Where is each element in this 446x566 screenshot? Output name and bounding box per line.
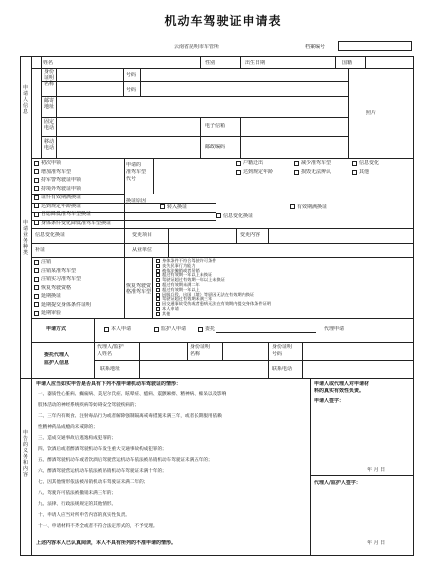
business-reason_a-label: 户籍迁出 xyxy=(243,160,264,166)
mobile-label: 移动电话 xyxy=(44,139,55,151)
business-reason_b-checkbox[interactable] xyxy=(294,161,299,166)
cancel-option-label: 本人申请 xyxy=(162,306,179,311)
archive-number-field[interactable] xyxy=(338,41,412,51)
business-extra_info-checkbox[interactable] xyxy=(216,213,221,218)
business-reissue_exp-checkbox[interactable] xyxy=(34,195,39,200)
cancel-option-checkbox[interactable] xyxy=(156,259,160,263)
agent-name-label-b: 人姓名 xyxy=(97,351,113,357)
business-holding_other-checkbox[interactable] xyxy=(34,178,39,183)
business-vehicle_reduce-label: 自愿降低准驾车型换证 xyxy=(41,211,92,217)
declaration-item: 九、法律、行政法规规定的其他情形。 xyxy=(38,502,117,507)
business-reason_a-checkbox[interactable] xyxy=(236,161,241,166)
name-label: 姓名 xyxy=(43,60,54,66)
id-type-label: 身份证明名称 xyxy=(44,69,55,87)
reissue-label: 补证 xyxy=(35,247,46,253)
business-reason_d-label: 达到规定年龄 xyxy=(243,169,274,175)
temp-number-label: 号码 xyxy=(126,87,137,93)
business-holding_other-label: 持军警驾驶证申领 xyxy=(41,177,82,183)
cancel-item-label: 延期换证 xyxy=(41,293,62,299)
business-reissue_exp-label: 证件有效期满换证 xyxy=(41,194,82,200)
declaration-item: 十、申请人应当对所申告内容的真实性负责。 xyxy=(38,513,130,518)
agent-contact-label: 联系地址 xyxy=(100,366,121,372)
cancel-item-checkbox[interactable] xyxy=(34,311,39,316)
declaration-item: 四、饮酒后或者醉酒驾驶机动车发生重大交通事故构成犯罪的； xyxy=(38,447,167,452)
apply-guardian-checkbox[interactable] xyxy=(154,327,159,332)
business-restore-label: 身体条件变化降低准驾车型换证 xyxy=(41,219,112,226)
landline-label: 固定电话 xyxy=(44,119,55,131)
cancel-item-checkbox[interactable] xyxy=(34,302,39,307)
business-reason_b-label: 减少准驾车型 xyxy=(301,160,332,166)
agent-sign-label: 代理人/监护人签字： xyxy=(314,480,361,486)
apply-agent-suffix: 代理申请 xyxy=(324,326,345,332)
cancel-item-checkbox[interactable] xyxy=(34,268,39,273)
declaration-item: 八、驾驶许可依法被撤销未满三年的； xyxy=(38,491,117,496)
applicant-date: 年 月 日 xyxy=(367,467,386,473)
cancel-option-checkbox[interactable] xyxy=(156,297,160,301)
declaration-item: 六、醉酒驾驶营运机动车依法被吊销机动车驾驶证未满十年的； xyxy=(38,469,167,474)
personal-section-label: 申请人信息 xyxy=(22,85,28,115)
business-reason_d-checkbox[interactable] xyxy=(236,170,241,175)
applicant-sign-label: 申请人签字： xyxy=(314,398,345,404)
postal-label: 邮寄地址 xyxy=(44,98,55,110)
business-reason_c-checkbox[interactable] xyxy=(352,161,357,166)
cancel-option-label: 因交通事故受伤或者患病无法在有效期内提交身体条件证明 xyxy=(162,301,271,307)
agent-phone-label: 联系电话 xyxy=(272,366,293,372)
page-title: 机动车驾驶证申请表 xyxy=(164,14,282,28)
agent-info-label-a: 委托代理人 xyxy=(44,352,70,358)
cancel-item-checkbox[interactable] xyxy=(34,285,39,290)
apply-agent-checkbox[interactable] xyxy=(198,327,203,332)
declaration-item: 十一、申请材料不齐全或者不符合法定形式的，不予受理。 xyxy=(38,524,158,529)
email-label: 电子信箱 xyxy=(205,123,226,129)
apply-agent-label: 委托 xyxy=(205,326,216,332)
business-holding_foreign-label: 持境外驾驶证申领 xyxy=(41,185,82,192)
cancel-option-label: 驾驶证超过有效期未满三年 xyxy=(162,296,213,302)
business-address_change-label: 达到规定年龄换证 xyxy=(41,202,82,209)
unit-label: 从业单位 xyxy=(132,247,153,253)
business-holding_foreign-checkbox[interactable] xyxy=(34,186,39,191)
cancel-option-label: 丧失民事行为能力 xyxy=(162,262,196,268)
cancel-item-label: 注销 xyxy=(41,259,52,265)
cancel-option-checkbox[interactable] xyxy=(156,269,160,273)
apply-model-label-a: 申请的 xyxy=(126,162,142,168)
agent-id-label-b: 名称 xyxy=(190,351,201,357)
business-reason_e-label: 损毁无法辨认 xyxy=(301,169,332,175)
apply-self-checkbox[interactable] xyxy=(104,327,109,332)
apply-guardian-label: 监护人申请 xyxy=(161,326,187,332)
cancel-item-checkbox[interactable] xyxy=(34,260,39,265)
business-extra_info-label: 信息变化换证 xyxy=(223,213,254,219)
cancel-item-checkbox[interactable] xyxy=(34,294,39,299)
cancel-option-checkbox[interactable] xyxy=(156,288,160,292)
id-number-label: 号码 xyxy=(126,72,137,78)
business-reason_e-checkbox[interactable] xyxy=(294,170,299,175)
business-reason_f-label: 其他 xyxy=(359,169,370,175)
agent-name-label-a: 代理人/监护 xyxy=(97,344,124,350)
cancel-option-label: 驾驶证超过有效期一年以上未换证 xyxy=(162,277,225,283)
agent-id-label-a: 身份证明 xyxy=(190,344,211,350)
cancel-item-label: 恢复驾驶资格 xyxy=(41,284,72,291)
dob-label: 出生日期 xyxy=(245,60,266,66)
declaration-item: 三、造成交通事故后逃逸构成犯罪的； xyxy=(38,436,117,441)
cancel-option-label: 因服兵役、出国（境）等原因无法在有效期内换证 xyxy=(162,291,255,297)
office-label: 云南省昆明市车管所 xyxy=(174,44,220,50)
cancel-option-checkbox[interactable] xyxy=(156,283,160,287)
business-increase-label: 增加准驾车型 xyxy=(41,168,72,175)
cancel-option-label: 其他 xyxy=(162,310,171,316)
declaration-section-label: 申告的义务和内容 xyxy=(22,430,28,478)
agent-info-label-b: 监护人信息 xyxy=(44,360,70,366)
cancel-item-label: 注销某准驾车型 xyxy=(41,267,77,274)
archive-number-label: 档案编号 xyxy=(305,44,326,50)
cancel-item-label: 延期审验 xyxy=(41,310,62,316)
change-content-label: 变更内容 xyxy=(240,232,261,238)
declaration-item: 性精神药品成瘾尚未戒除的； xyxy=(38,425,98,430)
declaration-item: 一、器质性心脏病、癫痫病、美尼尔氏症、眩晕症、癔病、震颤麻痹、精神病、痴呆以及影响 xyxy=(38,392,227,397)
cancel-option-checkbox[interactable] xyxy=(156,273,160,277)
cancel-option-label: 超过有效期未满二年 xyxy=(162,282,200,287)
apply-self-label: 本人申请 xyxy=(111,326,132,332)
cancel-option-checkbox[interactable] xyxy=(156,312,160,316)
declaration-footer: 上述内容本人已认真阅读，本人不具有所列的不准申请的情形。 xyxy=(36,540,177,546)
photo-label: 照片 xyxy=(366,110,377,116)
info-change-label: 信息变化换证 xyxy=(35,232,66,238)
agent-number-label: 号码 xyxy=(272,351,283,357)
declaration-item: 七、因其他情形依法被吊销机动车驾驶证未满二年的； xyxy=(38,480,149,485)
declaration-item: 二、三年内有吸食、注射毒品行为或者解除强制隔离戒毒措施未满三年，或者长期服用依赖 xyxy=(38,414,222,419)
business-extra_change-label: 转入换证 xyxy=(167,204,188,210)
postcode-label: 邮政编码 xyxy=(205,144,226,150)
nationality-label: 国籍 xyxy=(342,60,353,66)
cancel-item-checkbox[interactable] xyxy=(34,277,39,282)
cancel-item-label: 延期提交身体条件证明 xyxy=(41,301,92,308)
cancel-item-label: 注销实习准驾车型 xyxy=(41,276,82,282)
cancel-option-label: 超过有效期一年以上 xyxy=(162,286,200,292)
apply-model-label-b: 准驾车型 xyxy=(126,169,147,175)
business-extra_change-checkbox[interactable] xyxy=(160,204,165,209)
cancel-option-checkbox[interactable] xyxy=(156,264,160,268)
declaration-item: 五、醉酒驾驶机动车或者饮酒后驾驶营运机动车依法被吊销机动车驾驶证未满五年的； xyxy=(38,458,213,463)
business-initial-label: 初次申领 xyxy=(41,160,62,166)
declaration-heading: 申请人应当如实申告是否具有下列不准申请机动车驾驶证的情形： xyxy=(36,381,182,387)
business-section-label: 申请业务种类 xyxy=(22,220,28,256)
declaration-item: 肢体活动的神经系统疾病等妨碍安全驾驶疾病的； xyxy=(38,403,140,408)
business-extra_lost-checkbox[interactable] xyxy=(290,204,295,209)
agent-number-label-a: 身份证明 xyxy=(272,344,293,350)
business-increase-checkbox[interactable] xyxy=(34,169,39,174)
business-reason_f-checkbox[interactable] xyxy=(352,170,357,175)
applicant-confirm-b: 料的真实有效性负责。 xyxy=(314,388,365,394)
cancel-option-label: 身体条件不符合驾驶许可条件 xyxy=(162,258,217,263)
restore-model-label: 恢复驾驶资格准驾车型 xyxy=(126,283,151,295)
apply-method-label: 申请方式 xyxy=(46,326,67,332)
cancel-option-label: 被依法撤销或者吊销 xyxy=(162,267,200,273)
cancel-option-checkbox[interactable] xyxy=(156,307,160,311)
cancel-option-checkbox[interactable] xyxy=(156,302,160,306)
gender-label: 性别 xyxy=(205,60,216,66)
business-reason_c-label: 信息变化 xyxy=(359,160,380,166)
business-extra_lost-label: 有效期满换证 xyxy=(297,204,328,210)
cancel-option-label: 超过有效期一年以上未换证 xyxy=(162,272,213,278)
apply-model-label-c: 代号 xyxy=(126,176,137,182)
business-initial-checkbox[interactable] xyxy=(34,161,39,166)
change-item-label: 变更项目 xyxy=(132,232,153,238)
cancel-option-checkbox[interactable] xyxy=(156,278,160,282)
agent-date: 年 月 日 xyxy=(367,540,386,546)
cancel-option-checkbox[interactable] xyxy=(156,293,160,297)
applicant-confirm-a: 申请人或代理人对申请材 xyxy=(314,381,370,387)
reason-label: 换证原因 xyxy=(126,198,147,204)
